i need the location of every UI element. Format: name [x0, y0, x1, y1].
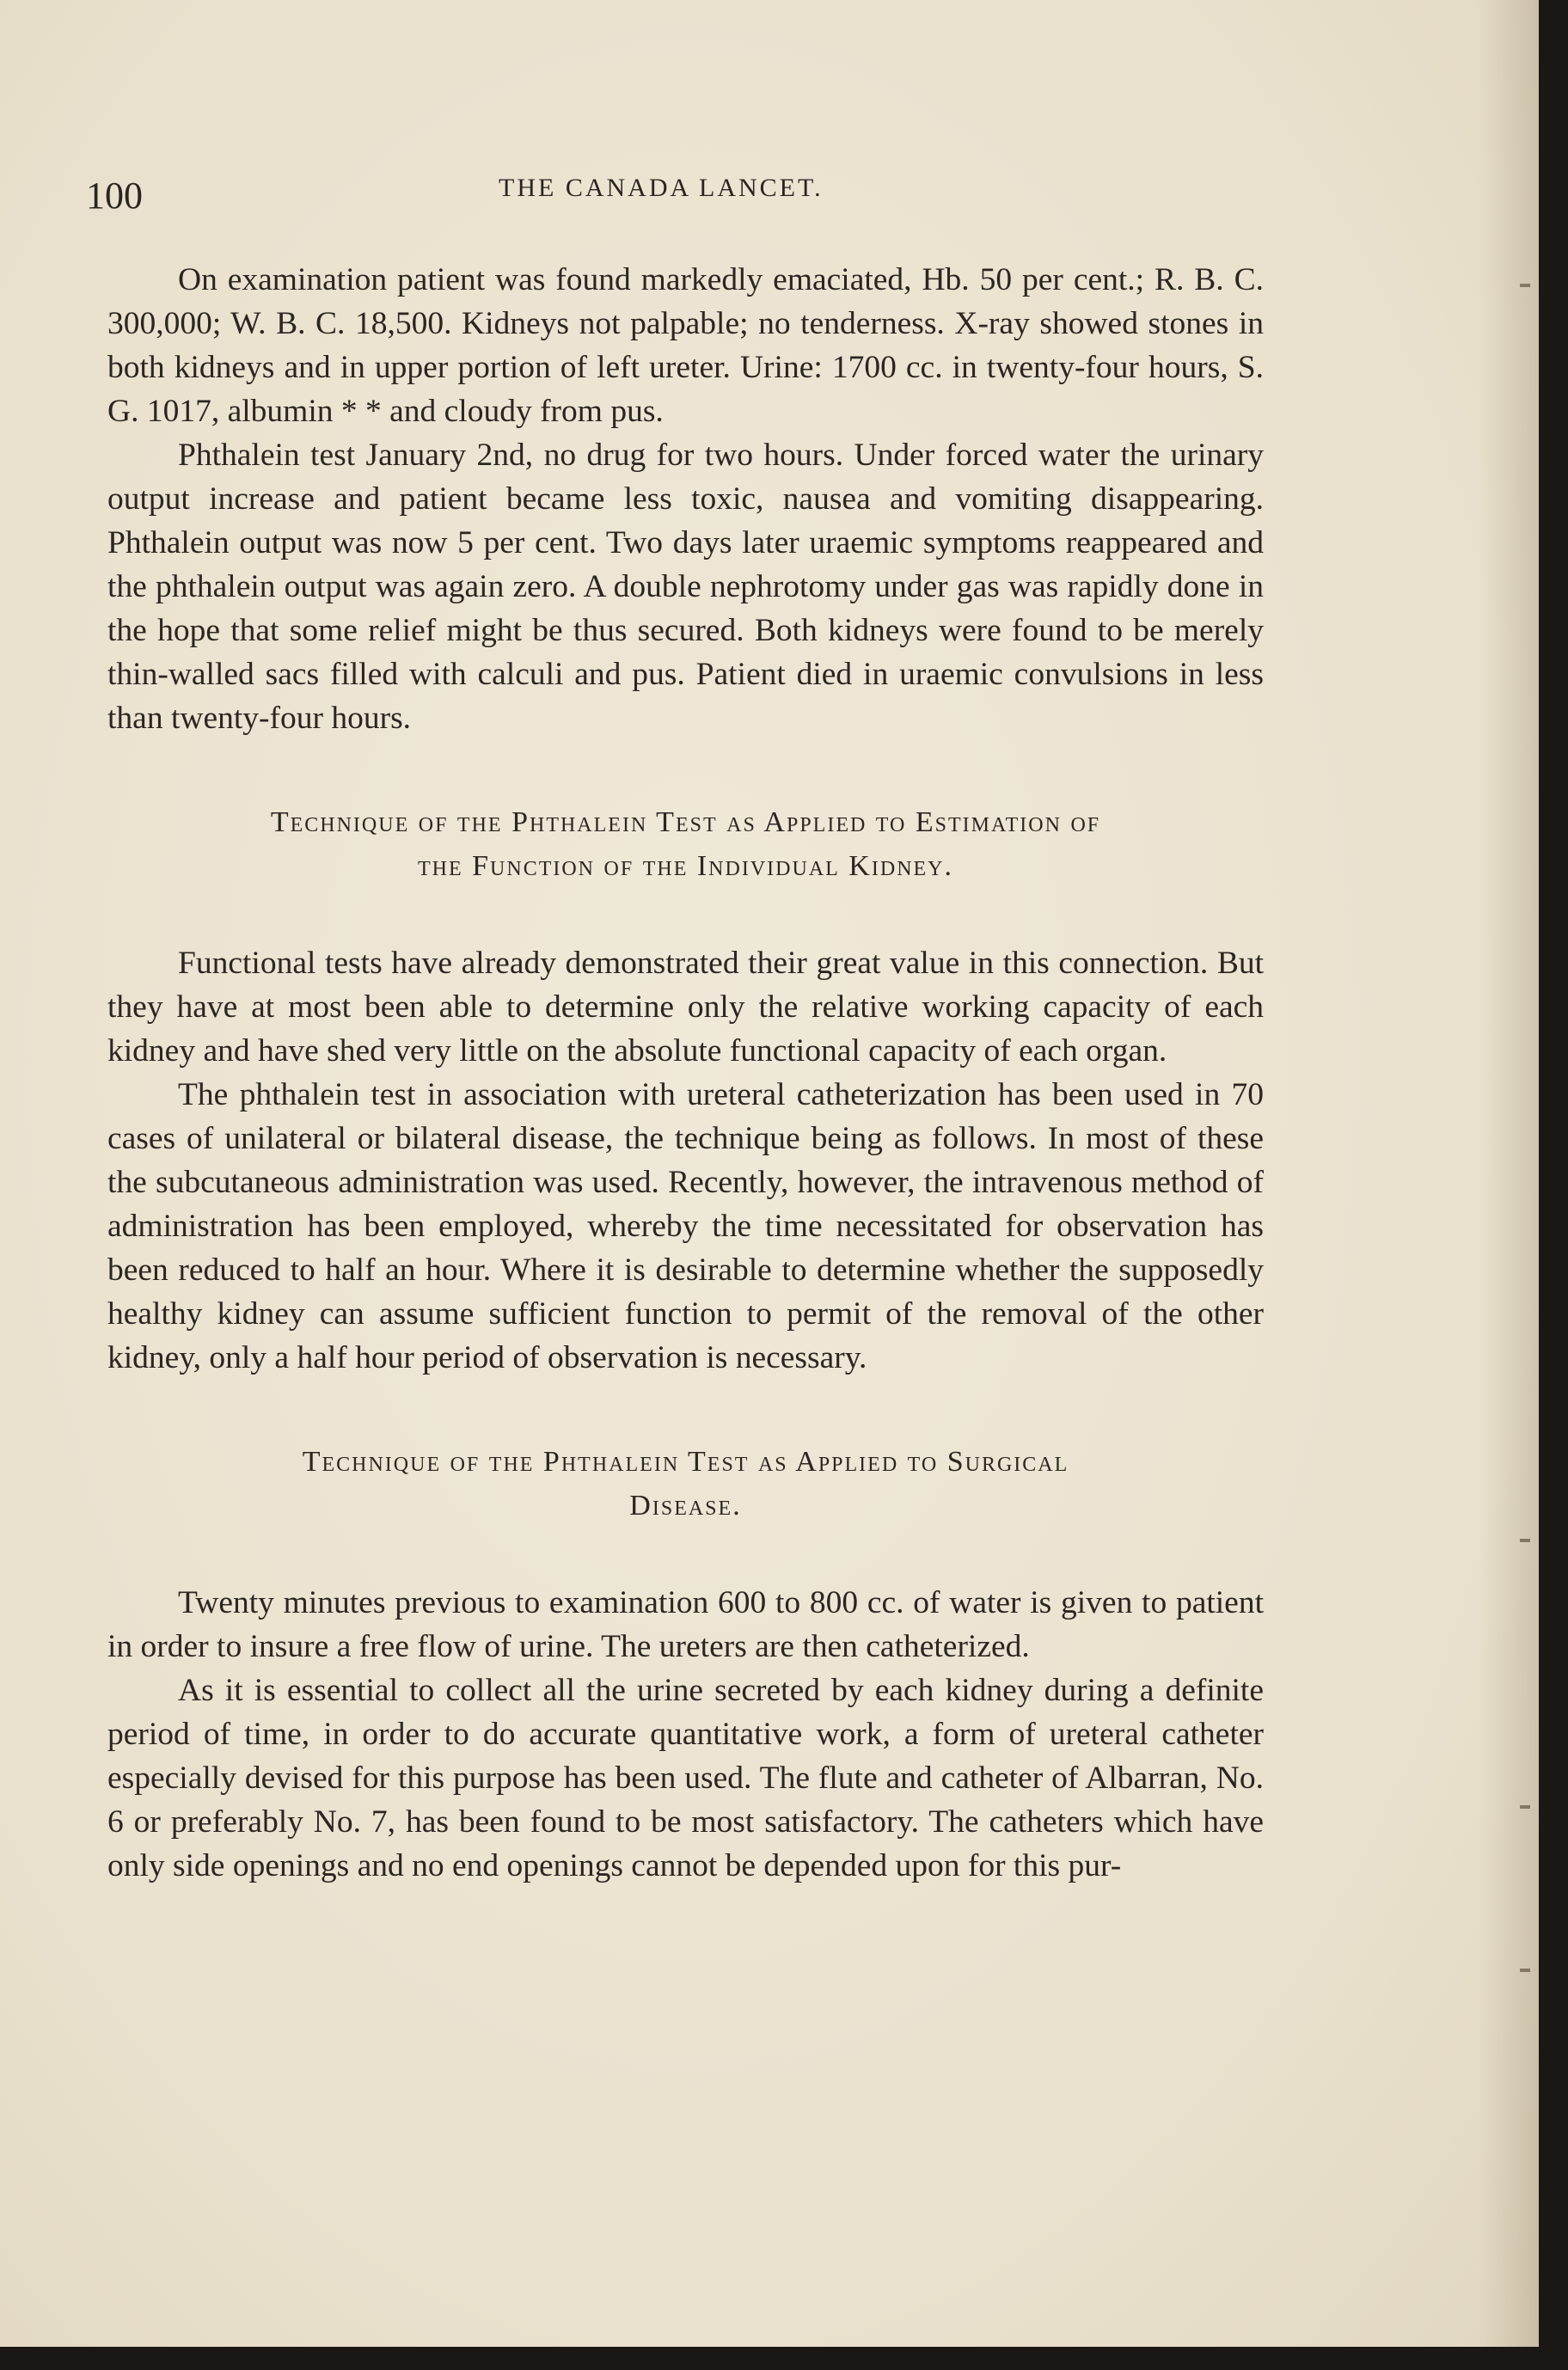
paragraph: As it is essential to collect all the urine secreted by each kidney during a definite period of time, in order to do accurate quantitative work, a form of ureteral catheter especially devised for this purpose has been used. The flute and catheter of Albarran, No. 6 or preferably No. 7, has been found to be most satisfactory. The catheters which have only side openings and no end openings cannot be depended upon for this pur- [107, 1673, 1264, 1883]
heading-line: Technique of the Phthalein Test as Applied to Surgical [302, 1446, 1069, 1478]
spacer [107, 888, 1264, 941]
paragraph: The phthalein test in association with ureteral catheterization has been used in 70 cases of unilateral or bilateral disease, the technique being as follows. In most of these the subcutaneous administration was used. Recently, however, the intravenous method of administration has been employed, whereby the time necessitated for observation has been reduced to half an hour. Where it is desirable to determine whether the supposedly healthy kidney can assume sufficient function to permit of the removal of the other kidney, only a half hour period of observation is necessary. [107, 1077, 1264, 1375]
section-heading [107, 1440, 1264, 1528]
running-head: THE CANADA LANCET. [499, 174, 824, 202]
margin-mark [1520, 1805, 1530, 1809]
heading-line: the Function of the Individual Kidney. [417, 850, 954, 882]
margin-mark [1520, 1969, 1530, 1972]
section-heading [107, 800, 1264, 888]
paragraph: Functional tests have already demonstrated their great value in this connection. But they have at most been able to determine only the relative working capacity of each kidney and have shed very little on the absolute functional capacity of each organ. [107, 946, 1264, 1069]
page-body [107, 258, 1264, 1888]
spacer [107, 1380, 1264, 1440]
heading-line: Disease. [629, 1490, 742, 1522]
spacer [107, 740, 1264, 800]
heading-line: Technique of the Phthalein Test as Applied to Estimation of [270, 806, 1101, 838]
page-header [86, 163, 1289, 215]
margin-mark [1520, 1539, 1530, 1542]
paragraph: On examination patient was found markedly emaciated, Hb. 50 per cent.; R. B. C. 300,000; W. B. C. 18,500. Kidneys not palpable; no tenderness. X-ray showed stones in both kidneys and in upper portion of left ureter. Urine: 1700 cc. in twenty-four hours, S. G. 1017, albumin * * and cloudy from pus. [107, 262, 1264, 429]
paragraph: Phthalein test January 2nd, no drug for two hours. Under forced water the urinary output increase and patient became less toxic, nausea and vomiting disappearing. Phthalein output was now 5 per cent. Two days later uraemic symptoms reappeared and the phthalein output was again zero. A double nephrotomy under gas was rapidly done in the hope that some relief might be thus secured. Both kidneys were found to be merely thin-walled sacs filled with calculi and pus. Patient died in uraemic convulsions in less than twenty-four hours. [107, 438, 1264, 736]
spacer [107, 1528, 1264, 1581]
paragraph: Twenty minutes previous to examination 600 to 800 cc. of water is given to patient in order to insure a free flow of urine. The ureters are then catheterized. [107, 1585, 1264, 1664]
page-number: 100 [86, 175, 143, 217]
margin-mark [1520, 284, 1530, 287]
